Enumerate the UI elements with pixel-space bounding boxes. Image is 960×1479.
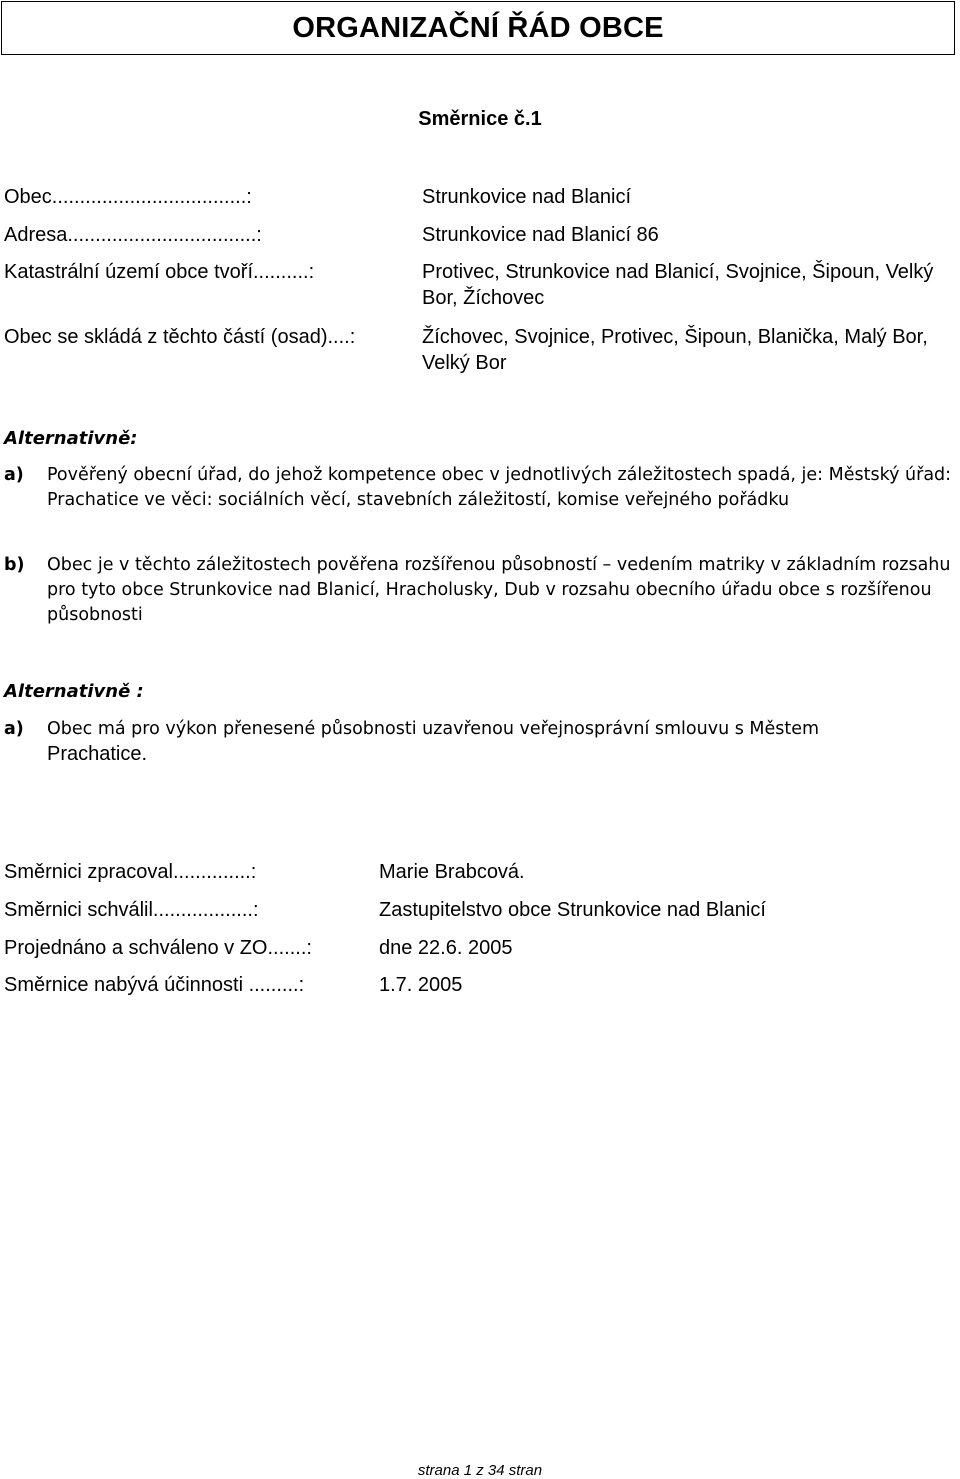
item-text-tail: Prachatice. — [47, 743, 148, 765]
info-label: Adresa..................................: — [4, 224, 262, 246]
meta-label: Směrnici schválil..................: — [4, 899, 259, 921]
info-value: Strunkovice nad Blanicí 86 — [422, 224, 659, 246]
info-value: Strunkovice nad Blanicí — [422, 186, 632, 208]
info-label: Obec...................................: — [4, 186, 252, 208]
info-value: Protivec, Strunkovice nad Blanicí, Svojnice, Šipoun, Velký Bor, Žíchovec — [422, 261, 934, 309]
item-text-main: Obec má pro výkon přenesené působnosti uzavřenou veřejnosprávní smlouvu s Městem — [47, 719, 820, 739]
page-number: strana 1 z 34 stran — [417, 1462, 543, 1479]
document-title: ORGANIZAČNÍ ŘÁD OBCE — [292, 11, 664, 44]
item-text: Pověřený obecní úřad, do jehož kompetence obec v jednotlivých záležitostech spadá, je: Městský úřad: Prachatice ve věci: sociálních věcí, stavebních záležitostí, komise veřejného pořádku — [47, 465, 952, 510]
item-letter: a) — [4, 465, 24, 485]
meta-label: Směrnice nabývá účinnosti .........: — [4, 974, 305, 996]
meta-value: Zastupitelstvo obce Strunkovice nad Blanicí — [379, 899, 766, 921]
info-label: Katastrální území obce tvoří..........: — [4, 261, 315, 283]
meta-label: Projednáno a schváleno v ZO.......: — [4, 937, 312, 959]
meta-value: Marie Brabcová. — [379, 861, 525, 883]
info-value: Žíchovec, Svojnice, Protivec, Šipoun, Blanička, Malý Bor, Velký Bor — [422, 326, 928, 374]
meta-value: dne 22.6. 2005 — [379, 937, 513, 959]
item-text — [47, 717, 957, 768]
item-letter: a) — [4, 719, 24, 739]
directive-number: Směrnice č.1 — [418, 108, 542, 130]
meta-label: Směrnici zpracoval..............: — [4, 861, 257, 883]
alternative-heading: Alternativně: — [4, 428, 138, 449]
meta-value: 1.7. 2005 — [379, 974, 463, 996]
item-letter: b) — [4, 555, 25, 575]
item-text: Obec je v těchto záležitostech pověřena rozšířenou působností – vedením matriky v základním rozsahu pro tyto obce Strunkovice nad Blanicí, Hracholusky, Dub v rozsahu obecního úřadu obce s rozšířenou působnosti — [47, 555, 951, 625]
alternative-heading: Alternativně : — [4, 681, 144, 702]
title-box — [1, 1, 955, 55]
info-label: Obec se skládá z těchto částí (osad)....: — [4, 326, 356, 348]
